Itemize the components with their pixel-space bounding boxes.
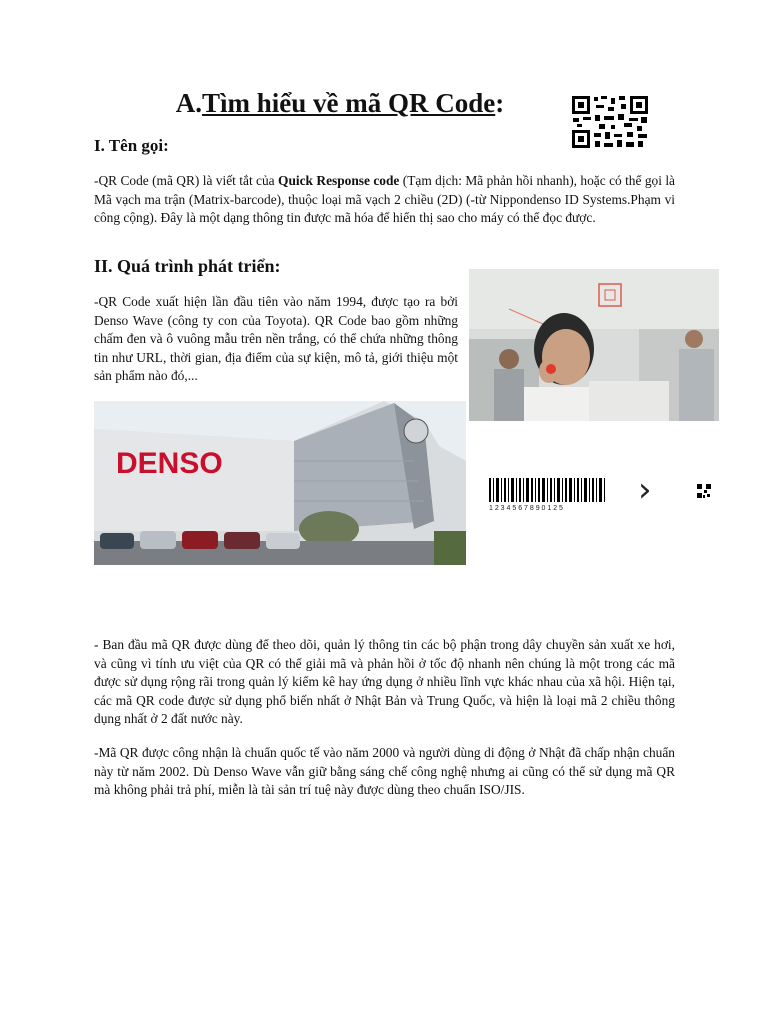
barcode-to-qr-graphic: [486, 470, 726, 520]
barcode-digits: 1 2 3 4 5 6 7 8 9 0 1 2 5: [489, 505, 563, 512]
section1-paragraph: [94, 172, 675, 228]
section2-paragraph-2: - Ban đầu mã QR được dùng để theo dõi, quản lý thông tin các bộ phận trong dây chuyền sản xuất xe hơi, và cũng vì tính ưu việt của QR có thể giải mã và phản hồi ở tốc độ nhanh nên chúng là một trong các mã được sử dụng rộng rãi trong quản lý kiểm kê hay ứng dụng ở nhiều lĩnh vực khác nhau của xã hội. Hiện tại, các mã QR code được sử dụng phổ biến nhất ở Nhật Bản và Trung Quốc, và hiện là loại mã 2 chiều thông dụng nhất ở 2 đất nước này.: [94, 637, 675, 727]
section1-text-bold: Quick Response code: [278, 173, 400, 188]
barcode-icon: [489, 478, 605, 502]
title-main: Tìm hiểu về mã QR Code: [202, 88, 496, 118]
section1-text-post: (Tạm dịch: Mã phản hồi nhanh), hoặc có thể gọi là Mã vạch ma trận (Matrix-barcode), thuộc loại mã vạch 2 chiều (2D) (-từ Nippondenso ID Systems.Phạm vi công cộng). Đây là một dạng thông tin được mã hóa để hiển thị sao cho máy có thể đọc được.: [94, 173, 676, 226]
man-scanning-photo: [469, 269, 719, 421]
qr-code-image: [571, 95, 649, 149]
section2-paragraph-1: -QR Code xuất hiện lần đầu tiên vào năm 1994, được tạo ra bởi Denso Wave (công ty con của Toyota). QR Code bao gồm những chấm đen và ô vuông mẫu trên nền trắng, có thể chứa những thông tin như URL, thời gian, địa điểm của sự kiện, mô tả, giới thiệu một sản phẩm nào đó,...: [94, 294, 458, 384]
section1-text-pre: -QR Code (mã QR) là viết tắt của: [94, 173, 279, 188]
denso-building-photo: [94, 401, 466, 565]
section2-heading: II. Quá trình phát triển:: [94, 256, 281, 276]
title-suffix: :: [495, 88, 505, 118]
denso-sign-text: DENSO: [116, 447, 223, 480]
title-prefix: A.: [175, 88, 202, 118]
section1-heading: I. Tên gọi:: [94, 136, 169, 155]
section2-paragraph-3: -Mã QR được công nhận là chuẩn quốc tế vào năm 2000 và người dùng di động ở Nhật đã chấp nhận chuẩn này từ năm 2002. Dù Denso Wave vẫn giữ bằng sáng chế công nghệ nhưng ai cũng có thể sử dụng mã QR mà không phải trả phí, miễn là tài sản trí tuệ này được dùng theo chuẩn ISO/JIS.: [94, 745, 675, 798]
small-qr-icon: [697, 484, 711, 498]
arrow-right-icon: ›: [638, 470, 652, 510]
